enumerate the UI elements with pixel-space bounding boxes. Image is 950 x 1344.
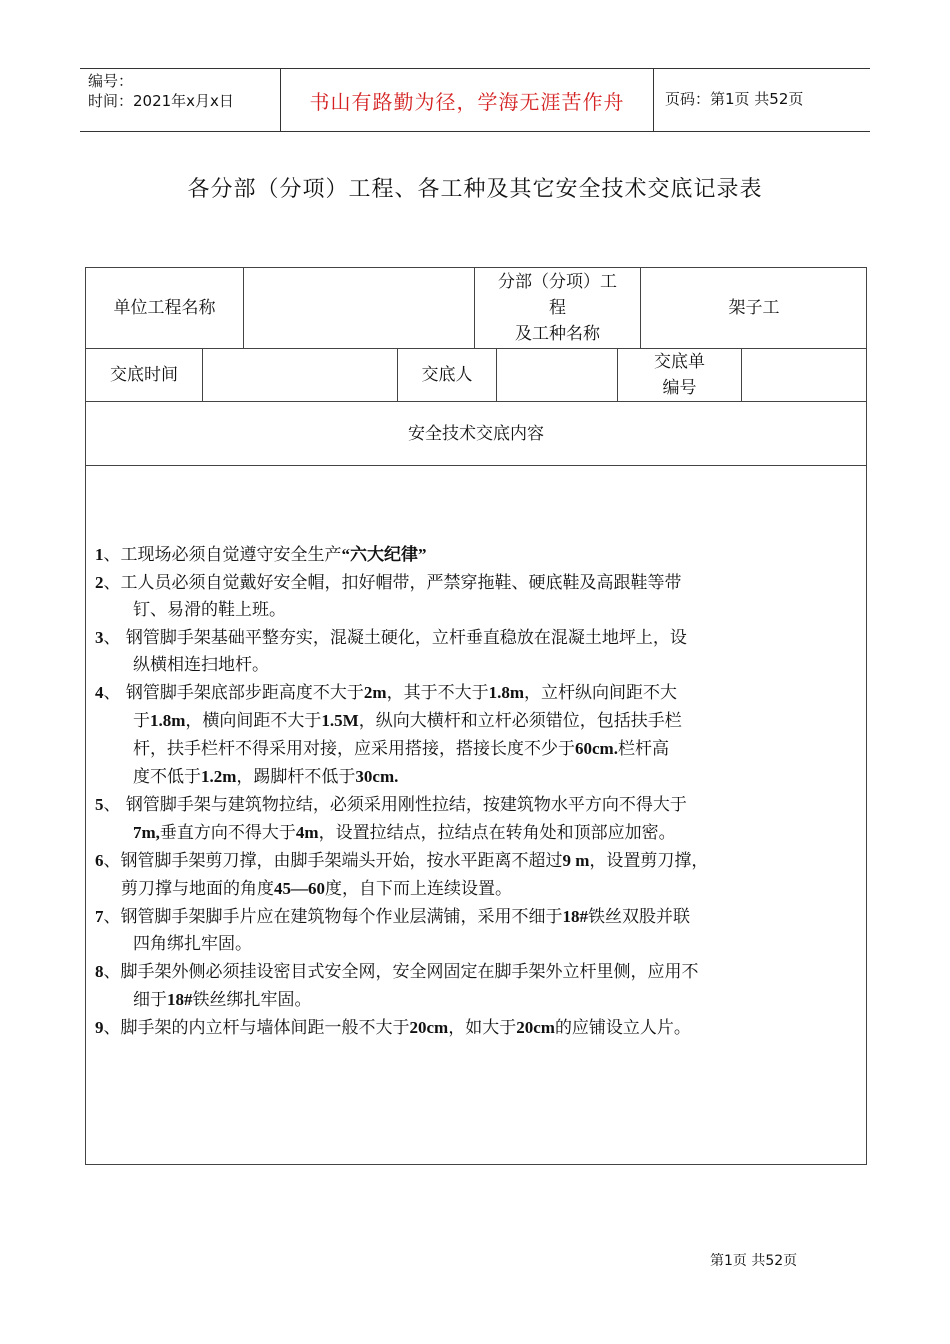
sub-project-label-line: 分部（分项）工	[498, 272, 617, 292]
document-title: 各分部（分项）工程、各工种及其它安全技术交底记录表	[187, 177, 763, 202]
item-number: 2	[95, 573, 104, 592]
item-number: 4	[95, 683, 104, 702]
item-text: ，踢脚杆不低于	[236, 767, 356, 787]
item-text: 、 钢管脚手架基础平整夯实，混凝土硬化，立杆垂直稳放在混凝土地坪上，设	[103, 628, 687, 648]
item-text: 钉、易滑的鞋上班。	[133, 600, 286, 620]
page-footer: 第1页 共52页	[710, 1253, 798, 1269]
item-text: 栏杆高	[617, 739, 669, 759]
item-text: 铁丝双股并联	[588, 907, 690, 927]
item-text: 的应铺设立人片。	[554, 1018, 691, 1038]
item-number: 1	[95, 545, 104, 564]
item-text: ，设置剪刀撑，	[589, 851, 709, 871]
unit-project-label: 单位工程名称	[113, 298, 216, 318]
item-text: ，纵向大横杆和立杆必须错位，包括扶手栏	[358, 711, 682, 731]
list-item	[95, 958, 865, 1014]
handover-form	[85, 267, 867, 1165]
item-text: 、工现场必须自觉遵守安全生产	[103, 545, 342, 565]
item-value: 20cm	[409, 1018, 449, 1037]
item-value: 20cm	[516, 1018, 555, 1037]
item-text: 、 钢管脚手架与建筑物拉结，必须采用刚性拉结，按建筑物水平方向不得大于	[103, 795, 687, 815]
document-date-label: 时间：2021年x月x日	[88, 92, 234, 110]
item-text: 剪刀撑与地面的角度	[121, 879, 274, 899]
item-text: 度不低于	[133, 767, 201, 787]
list-item	[95, 1014, 865, 1042]
header-motto: 书山有路勤为径，学海无涯苦作舟	[309, 89, 625, 114]
item-value: 1.8m	[488, 683, 524, 702]
list-item	[95, 541, 865, 569]
item-text: 垂直方向不得大于	[159, 823, 296, 843]
item-text: 四角绑扎牢固。	[133, 934, 252, 954]
content-heading: 安全技术交底内容	[408, 423, 544, 444]
item-value: 1.8m	[150, 711, 186, 730]
header-meta	[88, 71, 283, 111]
item-text: ，如大于	[448, 1018, 517, 1038]
header-page-info: 页码：第1页 共52页	[665, 90, 804, 108]
item-number: 8	[95, 962, 104, 981]
item-value: 1.5M	[321, 711, 359, 730]
item-number: 7	[95, 907, 104, 926]
item-value: 30cm.	[355, 767, 399, 786]
item-text: ，设置拉结点，拉结点在转角处和顶部应加密。	[318, 823, 676, 843]
item-text: 、 钢管脚手架底部步距高度不大于	[103, 683, 364, 703]
item-value: 45—60	[274, 879, 325, 898]
list-item	[95, 791, 865, 847]
item-number: 5	[95, 795, 104, 814]
list-item	[95, 903, 865, 958]
item-text: 度，自下而上连续设置。	[325, 879, 512, 899]
sub-project-label	[475, 268, 640, 348]
item-text: 细于	[133, 990, 167, 1010]
handover-time-value[interactable]	[203, 349, 397, 401]
handover-number-value[interactable]	[742, 349, 867, 401]
item-number: 9	[95, 1018, 104, 1037]
item-line	[95, 735, 865, 763]
item-line	[95, 763, 865, 791]
item-text: 、工人员必须自觉戴好安全帽，扣好帽带，严禁穿拖鞋、硬底鞋及高跟鞋等带	[103, 573, 682, 593]
document-number-label: 编号：	[88, 72, 134, 90]
item-number: 3	[95, 628, 104, 647]
sub-project-label-line: 程	[549, 298, 566, 318]
item-text: ，其于不大于	[386, 683, 489, 703]
row-divider	[86, 465, 866, 466]
item-text: ，横向间距不大于	[185, 711, 322, 731]
page-header	[80, 68, 870, 132]
safety-content-list	[95, 541, 865, 1042]
header-divider	[653, 69, 654, 131]
unit-project-value[interactable]	[244, 268, 474, 348]
handover-number-label	[618, 349, 741, 401]
item-value: 1.2m	[201, 767, 237, 786]
handover-number-label-line: 编号	[662, 378, 697, 398]
item-value: 2m	[363, 683, 387, 702]
item-text: 铁丝绑扎牢固。	[192, 990, 312, 1010]
handover-person-value[interactable]	[497, 349, 617, 401]
item-value: 9 m	[562, 851, 590, 870]
item-value: 18#	[167, 990, 193, 1009]
item-text: 、钢管脚手架脚手片应在建筑物每个作业层满铺，采用不细于	[103, 907, 563, 927]
list-item	[95, 569, 865, 624]
item-line	[95, 875, 865, 903]
list-item	[95, 679, 865, 791]
list-item	[95, 847, 865, 903]
sub-project-label-line: 及工种名称	[515, 324, 600, 344]
handover-person-label: 交底人	[421, 365, 473, 385]
item-text: 杆，扶手栏杆不得采用对接，应采用搭接，搭接长度不少于	[133, 739, 575, 759]
item-text: ，立杆纵向间距不大	[524, 683, 677, 703]
item-line	[95, 707, 865, 735]
item-value: 18#	[562, 907, 588, 926]
item-line	[95, 819, 865, 847]
item-text: 、脚手架的内立杆与墙体间距一般不大于	[103, 1018, 410, 1038]
item-text: 于	[133, 711, 150, 731]
item-text: 纵横相连扫地杆。	[133, 655, 269, 675]
sub-project-value[interactable]: 架子工	[728, 298, 780, 318]
handover-time-label: 交底时间	[110, 365, 178, 385]
item-text: 、钢管脚手架剪刀撑，由脚手架端头开始，按水平距离不超过	[103, 851, 563, 871]
item-value: 7m,	[133, 823, 160, 842]
item-text: 、脚手架外侧必须挂设密目式安全网，安全网固定在脚手架外立杆里侧，应用不	[103, 962, 699, 982]
item-number: 6	[95, 851, 104, 870]
item-text: “六大纪律”	[341, 545, 427, 564]
item-value: 4m	[295, 823, 319, 842]
item-value: 60cm.	[575, 739, 618, 758]
item-line	[95, 986, 865, 1014]
list-item	[95, 624, 865, 679]
handover-number-label-line: 交底单	[654, 352, 705, 372]
